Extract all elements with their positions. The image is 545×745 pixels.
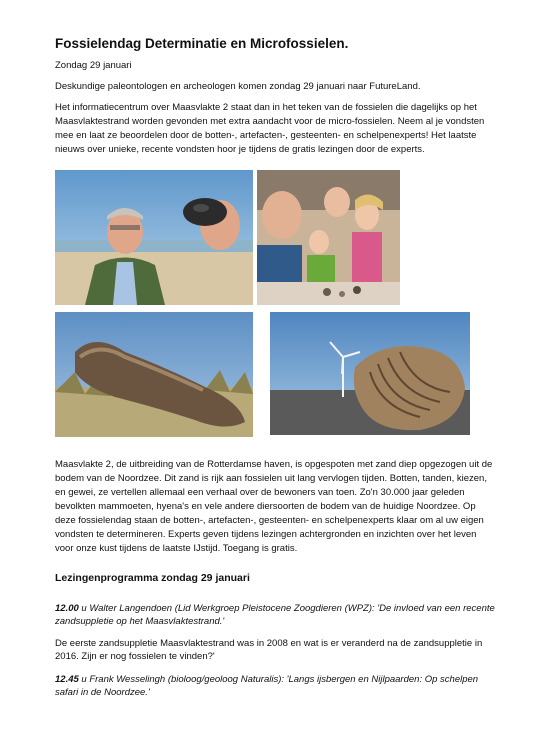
info-paragraph: Het informatiecentrum over Maasvlakte 2 staat dan in het teken van de fossielen die dagelijks op het Maasvlaktestrand worden gevonden met extra aandacht voor de micro-fossielen. Neem al je vondsten mee en laat ze beoordelen door de botten-, artefacten-, gesteenten- en schelpenexperts! Het laatste nieuws over unieke, recente vondsten hoor je tijdens de gratis lezingen door de experts. (55, 102, 485, 155)
program-item-2 (55, 673, 495, 699)
photo-group-examining (257, 170, 400, 305)
article-date: Zondag 29 januari (55, 60, 132, 71)
photo-fossil-bone (55, 312, 253, 437)
program-item-1 (55, 602, 495, 628)
photo-man-with-fossil (55, 170, 253, 305)
photo-vertebra-turbine (270, 312, 470, 435)
program-item-2-time: 12.45 (55, 674, 79, 685)
program-heading: Lezingenprogramma zondag 29 januari (55, 572, 250, 584)
program-item-1-time: 12.00 (55, 603, 79, 614)
article-title: Fossielendag Determinatie en Microfossielen. (55, 36, 349, 51)
background-paragraph: Maasvlakte 2, de uitbreiding van de Rotterdamse haven, is opgespoten met zand diep opgezogen uit de bodem van de Noordzee. Dit zand is rijk aan fossielen uit lang vervlogen tijden. Botten, tanden, kiezen, en gewei, ze vertellen allemaal een verhaal over de bewoners van toen. Zo'n 30.000 jaar geleden bevolkten mammoeten, hyena's en vele andere diersoorten de bodem van de huidige Noordzee. Op deze fossielendag staan de botten-, artefacten-, gesteenten- en schelpenexperts klaar om al uw eigen vondsten te determineren. Experts geven tijdens lezingen achtergronden en inzichten over het leven voor onze kust tijdens de laatste IJstijd. Toegang is gratis. (55, 459, 493, 554)
program-item-2-text: u Frank Wesselingh (bioloog/geoloog Naturalis): 'Langs ijsbergen en Nijlpaarden: Op schelpen safari in de Noordzee.' (55, 674, 479, 698)
program-item-1-note: De eerste zandsuppletie Maasvlaktestrand was in 2008 en wat is er veranderd na de zandsuppletie in 2016. Zijn er nog fossielen te vinden?' (55, 638, 483, 662)
intro-paragraph: Deskundige paleontologen en archeologen komen zondag 29 januari naar FutureLand. (55, 81, 421, 92)
program-item-1-text: u Walter Langendoen (Lid Werkgroep Pleistocene Zoogdieren (WPZ): 'De invloed van een recente zandsuppletie op het Maasvlaktestrand.' (55, 603, 495, 627)
